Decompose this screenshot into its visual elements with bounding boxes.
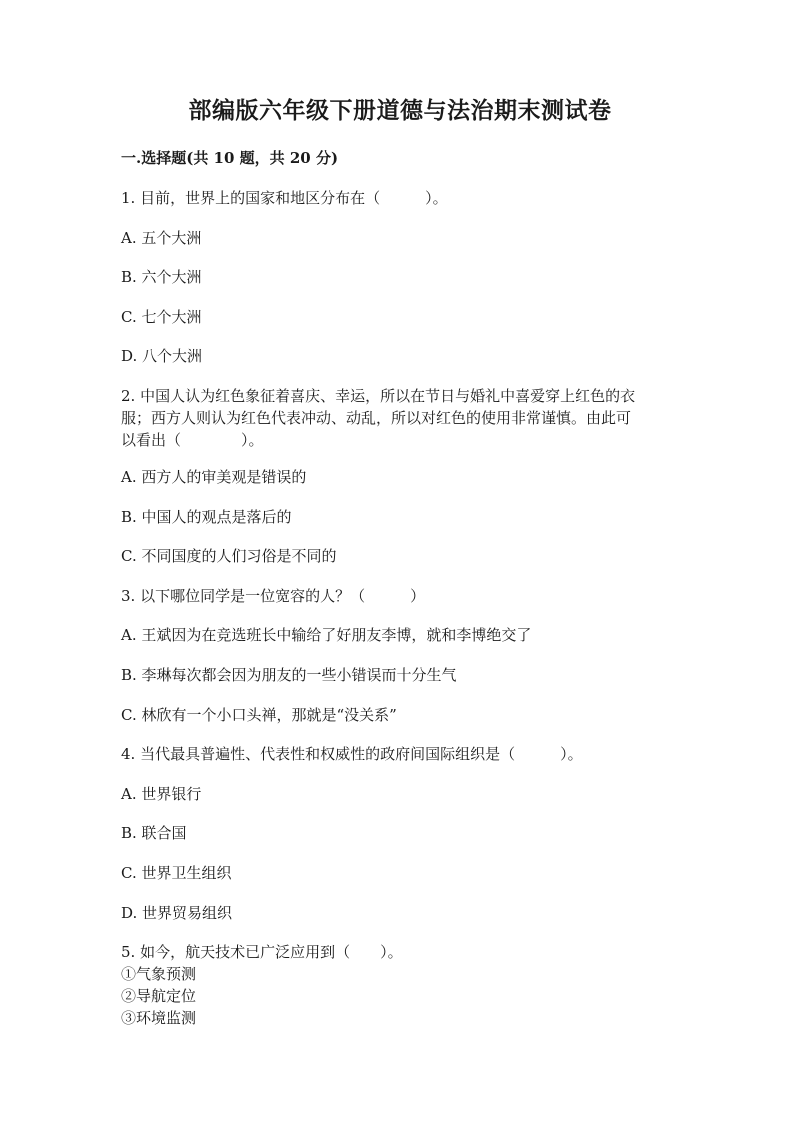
question-4-option-d: D. 世界贸易组织	[121, 904, 233, 922]
question-3-option-b: B. 李琳每次都会因为朋友的一些小错误而十分生气	[121, 666, 457, 684]
question-3-option-c: C. 林欣有一个小口头禅，那就是“没关系”	[121, 706, 397, 724]
question-1-option-c: C. 七个大洲	[121, 308, 202, 326]
question-5-item-3: ③环境监测	[121, 1009, 197, 1027]
question-1-option-d: D. 八个大洲	[121, 347, 203, 365]
question-1-option-b: B. 六个大洲	[121, 268, 202, 286]
section-heading: 一.选择题(共 10 题，共 20 分)	[121, 149, 339, 167]
question-5-item-1: ①气象预测	[121, 965, 197, 983]
question-4-option-c: C. 世界卫生组织	[121, 864, 232, 882]
question-2-option-b: B. 中国人的观点是落后的	[121, 508, 292, 526]
question-4-stem: 4. 当代最具普遍性、代表性和权威性的政府间国际组织是（ ）。	[121, 745, 583, 763]
page-title: 部编版六年级下册道德与法治期末测试卷	[188, 97, 612, 124]
question-1-option-a: A. 五个大洲	[121, 229, 202, 247]
question-5-stem: 5. 如今，航天技术已广泛应用到（ ）。	[121, 943, 403, 961]
question-2-stem-line-2: 服；西方人则认为红色代表冲动、动乱，所以对红色的使用非常谨慎。由此可	[121, 409, 632, 427]
question-5-item-2: ②导航定位	[121, 987, 197, 1005]
question-2-stem	[121, 385, 681, 451]
question-2-option-c: C. 不同国度的人们习俗是不同的	[121, 547, 337, 565]
question-2-option-a: A. 西方人的审美观是错误的	[121, 468, 307, 486]
question-3-option-a: A. 王斌因为在竞选班长中输给了好朋友李博，就和李博绝交了	[121, 626, 532, 644]
question-2-stem-line-1: 2. 中国人认为红色象征着喜庆、幸运，所以在节日与婚礼中喜爱穿上红色的衣	[121, 387, 636, 405]
question-3-stem: 3. 以下哪位同学是一位宽容的人？（ ）	[121, 587, 426, 605]
question-5-items	[121, 963, 196, 1029]
question-2-stem-line-3: 以看出（ ）。	[121, 431, 264, 449]
question-4-option-a: A. 世界银行	[121, 785, 202, 803]
question-4-option-b: B. 联合国	[121, 824, 187, 842]
question-1-stem: 1. 目前，世界上的国家和地区分布在（ ）。	[121, 189, 448, 207]
